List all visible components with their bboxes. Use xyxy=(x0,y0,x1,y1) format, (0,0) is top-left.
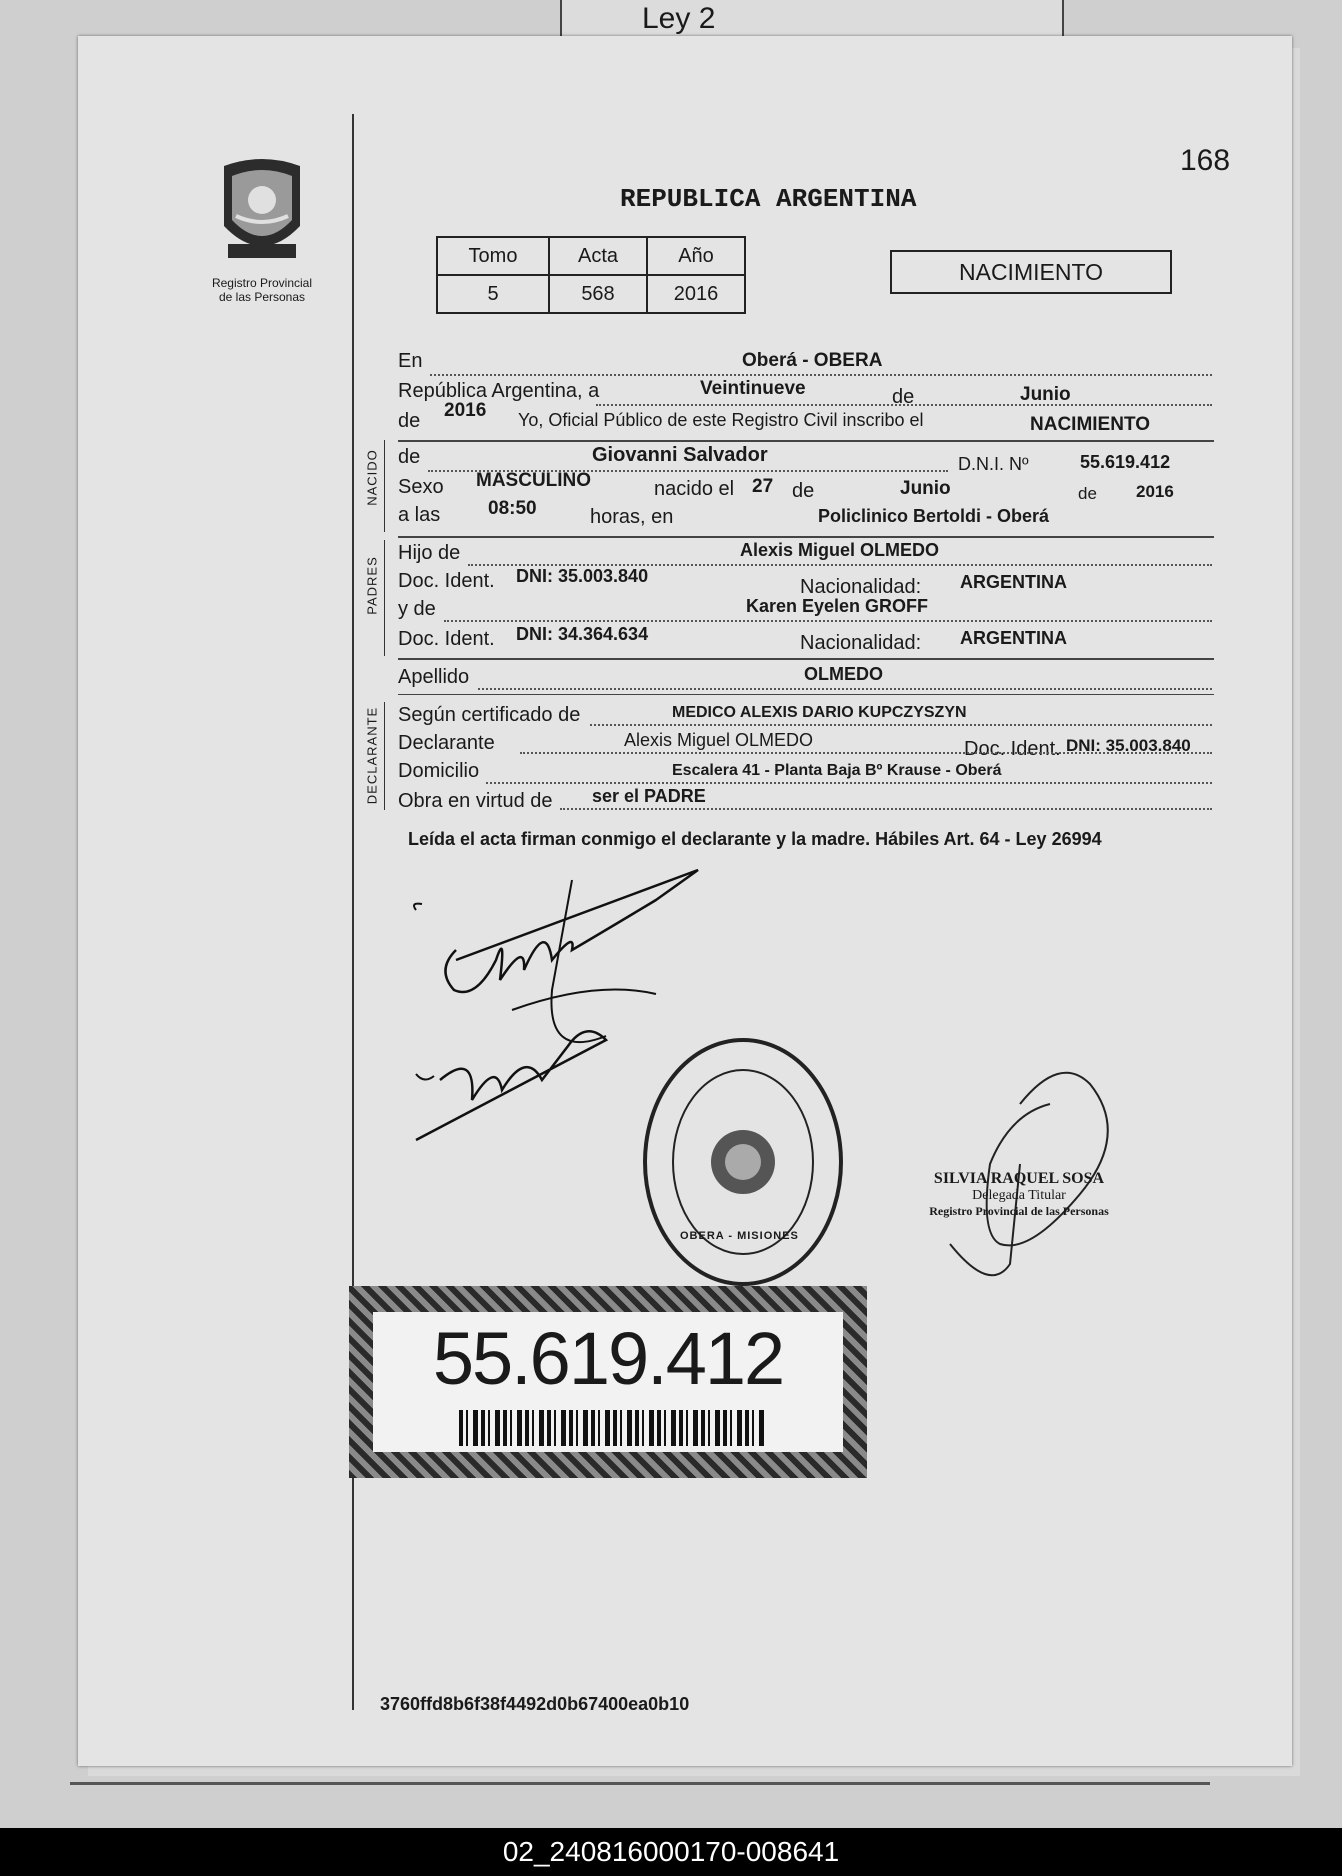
republic-label: República Argentina, a xyxy=(398,380,600,402)
oficial-text: Yo, Oficial Público de este Registro Civil inscribo el xyxy=(518,410,924,430)
domicilio-value: Escalera 41 - Planta Baja Bº Krause - Oberá xyxy=(672,762,1002,779)
seal-city: OBERA - MISIONES xyxy=(680,1230,799,1242)
mother-nat: ARGENTINA xyxy=(960,628,1067,648)
dots xyxy=(520,752,1212,754)
official-block xyxy=(904,1170,1134,1219)
birth-de-label: de xyxy=(792,480,815,502)
apellido-value: OLMEDO xyxy=(804,664,883,684)
dots xyxy=(430,374,1212,376)
padres-label: PADRES xyxy=(364,556,380,615)
declarante-value: Alexis Miguel OLMEDO xyxy=(624,730,814,750)
mother-name: Karen Eyelen GROFF xyxy=(746,596,929,616)
dots xyxy=(478,688,1212,690)
year-value: 2016 xyxy=(444,400,487,421)
apellido-label: Apellido xyxy=(398,666,470,688)
father-name: Alexis Miguel OLMEDO xyxy=(740,540,940,560)
declarante-bracket xyxy=(384,702,385,810)
official-title: Delegada Titular xyxy=(972,1188,1066,1203)
birth-month: Junio xyxy=(900,478,951,499)
official-name: SILVIA RAQUEL SOSA xyxy=(933,1170,1105,1187)
month-value: Junio xyxy=(1020,384,1071,405)
tomo-value: 5 xyxy=(437,275,549,313)
registry-name xyxy=(196,276,328,304)
nacido-bracket xyxy=(384,440,385,532)
barcode-number: 55.619.412 xyxy=(432,1317,784,1400)
inscribo-value: NACIMIENTO xyxy=(1030,414,1150,435)
hijo-label: Hijo de xyxy=(398,542,461,564)
dni-value: 55.619.412 xyxy=(1080,452,1171,472)
barcode-sticker xyxy=(349,1286,867,1478)
birth-year-de-label: de xyxy=(1078,484,1097,503)
footer-bar xyxy=(0,1828,1342,1876)
acta-header: Acta xyxy=(549,237,647,275)
top-tab-label: Ley 2 xyxy=(642,2,716,35)
closing-statement: Leída el acta firman conmigo el declarante y la madre. Hábiles Art. 64 - Ley 26994 xyxy=(408,829,1102,849)
de-label-2: de xyxy=(398,410,421,432)
father-doc: DNI: 35.003.840 xyxy=(516,566,649,586)
barcode-bars xyxy=(459,1410,765,1446)
father-nat-label: Nacionalidad: xyxy=(800,576,922,598)
page-number: 168 xyxy=(1180,144,1231,177)
obra-value: ser el PADRE xyxy=(592,786,706,806)
official-office: Registro Provincial de las Personas xyxy=(929,1204,1109,1218)
sexo-value: MASCULINO xyxy=(476,470,592,491)
mother-nat-label: Nacionalidad: xyxy=(800,632,922,654)
official-seal xyxy=(640,1034,846,1290)
dots xyxy=(444,620,1212,622)
paper-edge xyxy=(70,1782,1210,1785)
acta-table xyxy=(436,236,746,314)
birth-year: 2016 xyxy=(1136,482,1174,501)
hour-value: 08:50 xyxy=(488,498,537,519)
dots xyxy=(486,782,1212,784)
child-name: Giovanni Salvador xyxy=(592,444,768,466)
name-de-label: de xyxy=(398,446,421,468)
country-title: REPUBLICA ARGENTINA xyxy=(620,184,917,214)
birth-day: 27 xyxy=(752,476,774,497)
nacido-el-label: nacido el xyxy=(654,478,735,500)
horas-label: horas, en xyxy=(590,506,674,528)
father-nat: ARGENTINA xyxy=(960,572,1067,592)
domicilio-label: Domicilio xyxy=(398,760,480,782)
acta-value: 568 xyxy=(549,275,647,313)
sexo-label: Sexo xyxy=(398,476,444,498)
cert-label: Según certificado de xyxy=(398,704,581,726)
alas-label: a las xyxy=(398,504,441,526)
act-type-box: NACIMIENTO xyxy=(890,250,1172,294)
father-doc-label: Doc. Ident. xyxy=(398,570,495,592)
registry-line2: de las Personas xyxy=(218,290,306,304)
mother-doc-label: Doc. Ident. xyxy=(398,628,495,650)
anio-header: Año xyxy=(647,237,745,275)
birth-place: Policlinico Bertoldi - Oberá xyxy=(818,506,1050,526)
nacido-label: NACIDO xyxy=(364,449,380,506)
rule xyxy=(398,658,1214,660)
rule xyxy=(398,694,1214,695)
day-words: Veintinueve xyxy=(700,378,806,399)
document-hash: 3760ffd8b6f38f4492d0b67400ea0b10 xyxy=(380,1694,690,1714)
footer-id: 02_240816000170-008641 xyxy=(502,1836,840,1867)
dots xyxy=(560,808,1212,810)
place-value: Oberá - OBERA xyxy=(742,350,883,371)
declarante-label: DECLARANTE xyxy=(364,706,380,805)
obra-label: Obra en virtud de xyxy=(398,790,553,812)
dots xyxy=(590,724,1212,726)
declarante-field-label: Declarante xyxy=(398,732,495,754)
tomo-header: Tomo xyxy=(437,237,549,275)
rule xyxy=(398,536,1214,538)
barcode-label xyxy=(373,1312,843,1452)
en-label: En xyxy=(398,350,423,372)
rule xyxy=(398,440,1214,442)
anio-value: 2016 xyxy=(647,275,745,313)
mother-doc: DNI: 34.364.634 xyxy=(516,624,649,644)
decl-doc-value: DNI: 35.003.840 xyxy=(1066,736,1191,755)
yde-label: y de xyxy=(398,598,436,620)
de-label: de xyxy=(892,386,915,408)
cert-value: MEDICO ALEXIS DARIO KUPCZYSZYN xyxy=(672,704,967,721)
padres-bracket xyxy=(384,540,385,656)
registry-logo xyxy=(214,156,310,268)
registry-line1: Registro Provincial xyxy=(211,276,313,290)
dni-label: D.N.I. Nº xyxy=(958,454,1029,474)
decl-doc-label: Doc. Ident. xyxy=(964,738,1061,760)
